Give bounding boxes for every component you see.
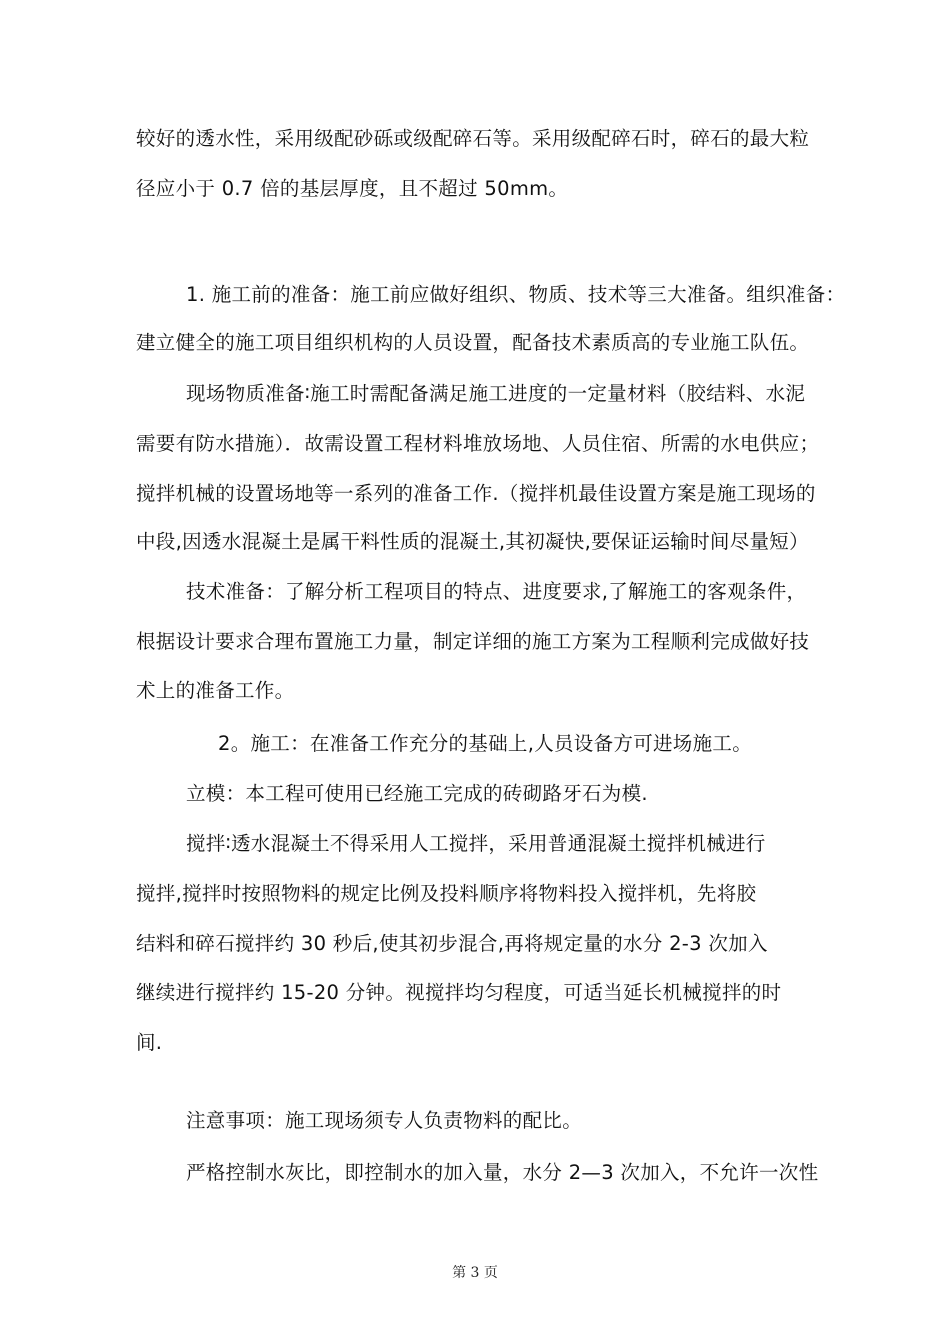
text-line: 立模：本工程可使用已经施工完成的砖砌路牙石为模. xyxy=(186,782,648,805)
text-line: 搅拌,搅拌时按照物料的规定比例及投料顺序将物料投入搅拌机，先将胶 xyxy=(136,882,757,905)
text-line: 中段,因透水混凝土是属干料性质的混凝土,其初凝快,要保证运输时间尽量短） xyxy=(136,530,809,553)
text-line: 结料和碎石搅拌约 30 秒后,使其初步混合,再将规定量的水分 2-3 次加入 xyxy=(136,932,768,955)
text-line: 1. 施工前的准备：施工前应做好组织、物质、技术等三大准备。组织准备： xyxy=(186,283,846,306)
text-line: 较好的透水性，采用级配砂砾或级配碎石等。采用级配碎石时，碎石的最大粒 xyxy=(136,127,810,150)
text-line: 间. xyxy=(136,1031,163,1054)
text-line: 建立健全的施工项目组织机构的人员设置，配备技术素质高的专业施工队伍。 xyxy=(136,331,810,354)
text-line: 术上的准备工作。 xyxy=(136,679,295,702)
text-line: 2。施工：在准备工作充分的基础上,人员设备方可进场施工。 xyxy=(218,732,753,755)
text-line: 技术准备：了解分析工程项目的特点、进度要求,了解施工的客观条件， xyxy=(186,580,807,603)
text-line: 继续进行搅拌约 15-20 分钟。视搅拌均匀程度，可适当延长机械搅拌的时 xyxy=(136,981,782,1004)
text-line: 搅拌机械的设置场地等一系列的准备工作.（搅拌机最佳设置方案是施工现场的 xyxy=(136,482,816,505)
text-line: 现场物质准备∶施工时需配备满足施工进度的一定量材料（胶结料、水泥 xyxy=(186,382,806,405)
text-line: 严格控制水灰比，即控制水的加入量，水分 2—3 次加入，不允许一次性 xyxy=(186,1161,819,1184)
page-number: 第 3 页 xyxy=(452,1265,498,1281)
text-line: 径应小于 0.7 倍的基层厚度，且不超过 50mm。 xyxy=(136,177,569,200)
text-line: 搅拌∶透水混凝土不得采用人工搅拌，采用普通混凝土搅拌机械进行 xyxy=(186,832,766,855)
text-line: 需要有防水措施）．故需设置工程材料堆放场地、人员住宿、所需的水电供应； xyxy=(136,432,820,455)
text-line: 注意事项：施工现场须专人负责物料的配比。 xyxy=(186,1109,583,1132)
text-line: 根据设计要求合理布置施工力量，制定详细的施工方案为工程顺利完成做好技 xyxy=(136,630,810,653)
